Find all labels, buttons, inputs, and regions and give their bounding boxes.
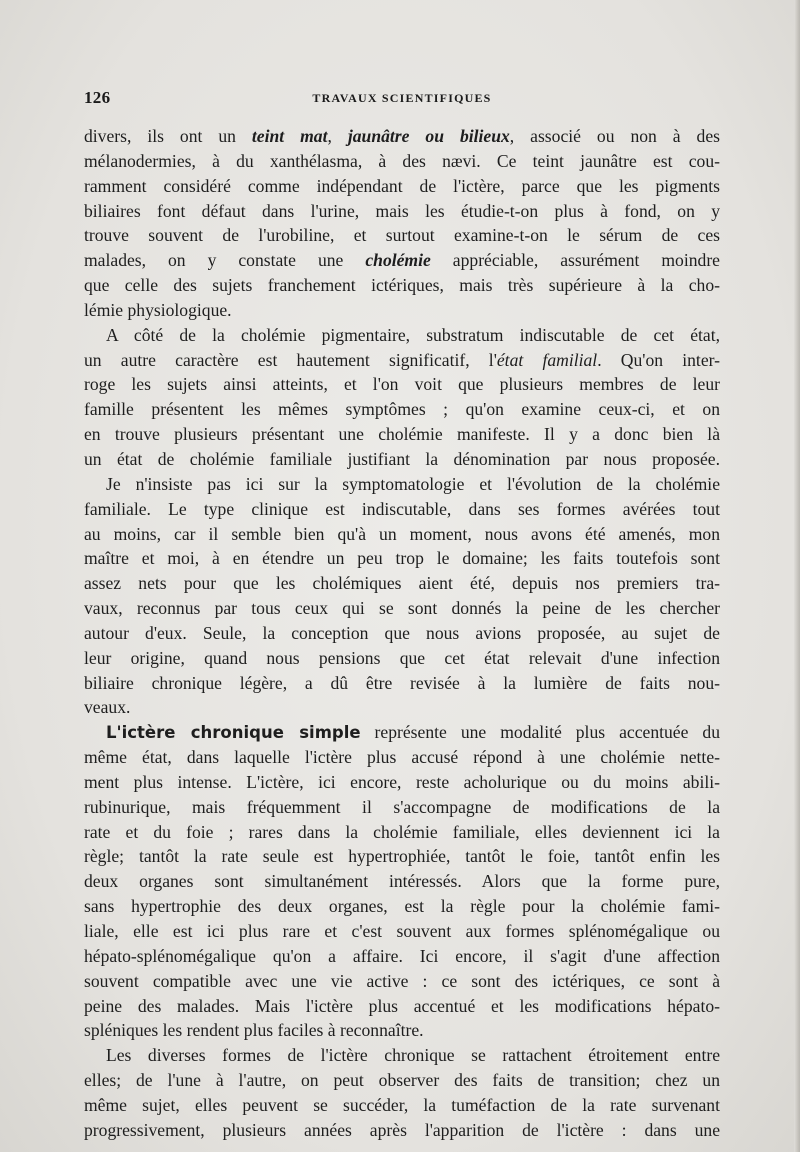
emphasis-text: cholémie — [365, 250, 431, 271]
text-line: souvent compatible avec une vie active : ce sont des ictériques, ce sont à — [84, 970, 720, 991]
paragraph-2 — [84, 323, 720, 472]
text-line: roge les sujets ainsi atteints, et l'on voit que plusieurs membres de leur — [84, 374, 720, 395]
text-line: règle; tantôt la rate seule est hypertrophiée, tantôt le foie, tantôt enfin les — [84, 846, 720, 867]
text-line: veaux. — [84, 697, 131, 718]
text-line: ment plus intense. L'ictère, ici encore, reste acholurique ou du moins abili- — [84, 771, 720, 792]
text-line: rate et du foie ; rares dans la cholémie familiale, elles deviennent ici la — [84, 821, 720, 842]
text-line: assez nets pour que les cholémiques aient été, depuis nos premiers tra- — [84, 573, 720, 594]
emphasis-text: teint mat — [251, 126, 328, 146]
text-line: progressivement, plusieurs années après l'apparition de l'ictère : dans une — [84, 1119, 720, 1140]
text-line: rubinurique, mais fréquemment il s'accompagne de modifications de la — [84, 796, 720, 817]
paragraph-3 — [84, 472, 720, 720]
running-head: TRAVAUX SCIENTIFIQUES — [312, 91, 492, 105]
text-line: divers, ils ont un teint mat, jaunâtre ou bilieux, associé ou non à des — [84, 126, 721, 146]
text-line: un autre caractère est hautement significatif, l'état familial. Qu'on inter- — [84, 349, 720, 370]
text-line: Je n'insiste pas ici sur la symptomatologie et l'évolution de la cholémie — [106, 473, 720, 494]
text-line: trouve souvent de l'urobiline, et surtout examine-t-on le sérum de ces — [84, 225, 720, 246]
text-line: sans hypertrophie des deux organes, est la règle pour la cholémie fami- — [84, 896, 720, 917]
page-number: 126 — [84, 88, 111, 107]
text-line: L'ictère chronique simple représente une modalité plus accentuée du — [106, 722, 720, 743]
emphasis-text: jaunâtre ou bilieux — [347, 126, 510, 146]
emphasis-text: état familial — [496, 349, 598, 370]
text-line: lémie physiologique. — [84, 299, 232, 320]
text-line: spléniques les rendent plus faciles à reconnaître. — [84, 1020, 424, 1041]
text-line: même état, dans laquelle l'ictère plus accusé répond à une cholémie nette- — [84, 747, 720, 768]
text-line: un état de cholémie familiale justifiant la dénomination par nous proposée. — [84, 448, 720, 469]
text-line: hépato-splénomégalique qu'on a affaire. Ici encore, il s'agit d'une affection — [84, 945, 720, 966]
text-line: elles; de l'une à l'autre, on peut observer des faits de transition; chez un — [84, 1070, 720, 1091]
paragraph-1 — [84, 124, 720, 323]
page-edge-shadow — [794, 0, 800, 1152]
text-line: ramment considéré comme indépendant de l'ictère, parce que les pigments — [84, 175, 720, 196]
text-line: autour d'eux. Seule, la conception que nous avions proposée, au sujet de — [84, 622, 720, 643]
text-line: au moins, car il semble bien qu'à un moment, nous avons été amenés, mon — [84, 523, 720, 544]
text-line: leur origine, quand nous pensions que cet état relevait d'une infection — [84, 647, 720, 668]
text-line: Les diverses formes de l'ictère chronique se rattachent étroitement entre — [106, 1045, 720, 1066]
text-line: peine des malades. Mais l'ictère plus accentué et les modifications hépato- — [84, 995, 720, 1016]
section-term: L'ictère chronique simple — [106, 723, 361, 743]
text-line: biliaire chronique légère, a dû être revisée à la lumière de faits nou- — [84, 672, 720, 693]
paragraph-4 — [84, 720, 720, 1043]
text-line: même sujet, elles peuvent se succéder, la tuméfaction de la rate survenant — [84, 1094, 720, 1115]
text-line: malades, on y constate une cholémie appréciable, assurément moindre — [84, 250, 720, 271]
text-line: famille présentent les mêmes symptômes ; qu'on examine ceux-ci, et on — [84, 399, 720, 420]
text-line: A côté de la cholémie pigmentaire, substratum indiscutable de cet état, — [106, 324, 720, 345]
text-line: deux organes sont simultanément intéressés. Alors que la forme pure, — [84, 871, 720, 892]
page-body — [84, 124, 720, 1143]
text-line: que celle des sujets franchement ictériques, mais très supérieure à la cho- — [84, 275, 720, 296]
text-line: biliaires font défaut dans l'urine, mais les étudie-t-on plus à fond, on y — [84, 200, 720, 221]
text-line: mélanodermies, à du xanthélasma, à des nævi. Ce teint jaunâtre est cou- — [84, 150, 720, 171]
text-line: vaux, reconnus par tous ceux qui se sont donnés la peine de les chercher — [84, 598, 720, 619]
text-line: en trouve plusieurs présentant une cholémie manifeste. Il y a donc bien là — [84, 424, 720, 445]
page-header — [84, 88, 720, 112]
text-line: maître et moi, à en étendre un peu trop le domaine; les faits toutefois sont — [84, 548, 720, 569]
paragraph-5 — [84, 1043, 720, 1142]
text-line: familiale. Le type clinique est indiscutable, dans ses formes avérées tout — [84, 498, 720, 519]
text-line: liale, elle est ici plus rare et c'est souvent aux formes splénomégalique ou — [84, 921, 720, 941]
